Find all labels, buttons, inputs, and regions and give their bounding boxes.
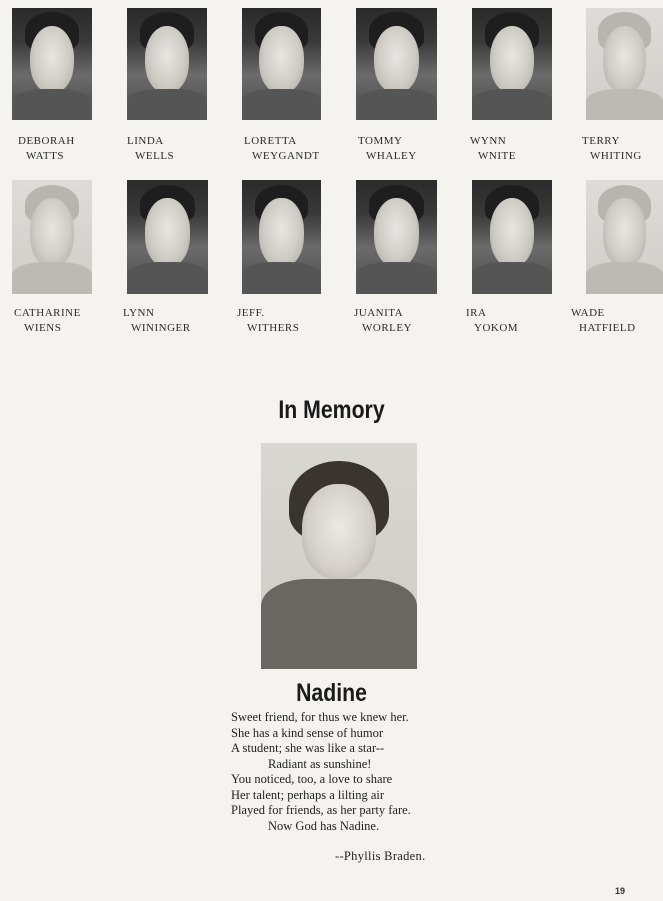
student-name: LYNN WININGER <box>123 307 191 334</box>
poem-line: Her talent; perhaps a lilting air <box>231 787 385 802</box>
portrait-terry-whiting <box>586 8 663 120</box>
student-name: JUANITA WORLEY <box>354 307 413 334</box>
student-name: DEBORAH WATTS <box>18 135 75 162</box>
student-name: IRA YOKOM <box>466 307 519 334</box>
portrait-catharine-wiens <box>12 180 92 294</box>
student-name: LORETTA WEYGANDT <box>244 135 320 162</box>
student-name: CATHARINE WIENS <box>14 307 81 334</box>
portrait-linda-wells <box>127 8 207 120</box>
student-name: WYNN WNITE <box>470 135 516 162</box>
page-number: 19 <box>615 886 626 896</box>
portrait-loretta-weygandt <box>242 8 321 120</box>
portrait-tommy-whaley <box>356 8 437 120</box>
poem-line: Radiant as sunshine! <box>268 756 372 771</box>
portrait-jeff-withers <box>242 180 321 294</box>
memorial-portrait <box>261 443 417 669</box>
portrait-lynn-wininger <box>127 180 208 294</box>
poem-attribution: --Phyllis Braden. <box>335 849 426 863</box>
memorial-name: Nadine <box>296 679 367 707</box>
memorial-heading: In Memory <box>278 396 385 424</box>
portrait-deborah-watts <box>12 8 92 120</box>
poem-line: She has a kind sense of humor <box>231 725 384 740</box>
student-name: WADE HATFIELD <box>571 307 636 334</box>
poem-line: You noticed, too, a love to share <box>231 772 393 786</box>
portrait-ira-yokom <box>472 180 552 294</box>
student-name: TOMMY WHALEY <box>358 135 417 162</box>
student-name: LINDA WELLS <box>127 135 175 162</box>
student-name: TERRY WHITING <box>582 135 642 162</box>
portrait-juanita-worley <box>356 180 437 294</box>
portrait-wade-hatfield <box>586 180 663 294</box>
portrait-wynn-wnite <box>472 8 552 120</box>
poem-line: A student; she was like a star-- <box>231 741 385 755</box>
memorial-poem <box>231 710 491 834</box>
poem-line: Played for friends, as her party fare. <box>231 803 411 817</box>
poem-line: Sweet friend, for thus we knew her. <box>231 710 409 724</box>
student-name: JEFF. WITHERS <box>237 307 300 334</box>
poem-line: Now God has Nadine. <box>268 818 380 833</box>
